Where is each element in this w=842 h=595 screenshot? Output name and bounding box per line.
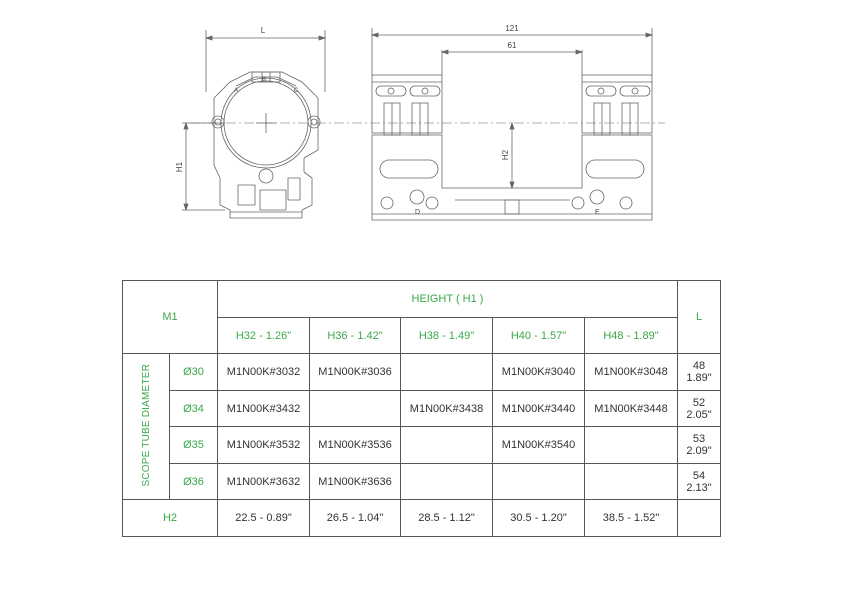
table-row [123, 464, 721, 500]
table-row [123, 391, 721, 427]
code-cell [401, 464, 493, 500]
l-in: 1.89" [686, 372, 712, 384]
code-cell: M1N00K#3440 [493, 391, 585, 427]
mark-a: A [234, 88, 239, 94]
l-mm: 53 [692, 433, 706, 445]
h2-value: 26.5 - 1.04" [310, 500, 401, 537]
h2-l-empty [678, 500, 721, 537]
side-label-cell [123, 354, 170, 500]
code-cell: M1N00K#3536 [310, 427, 401, 464]
diameter-cell: Ø30 [170, 354, 218, 391]
dim-l-label: L [260, 26, 266, 35]
diameter-cell: Ø36 [170, 464, 218, 500]
code-cell: M1N00K#3032 [218, 354, 310, 391]
h2-value: 22.5 - 0.89" [218, 500, 310, 537]
model-label: M1 [123, 281, 218, 354]
mark-b: B [262, 77, 267, 83]
code-cell [493, 464, 585, 500]
h2-label: H2 [123, 500, 218, 537]
height-col-h38: H38 - 1.49" [401, 318, 493, 354]
height-col-h36: H36 - 1.42" [310, 318, 401, 354]
h2-value: 38.5 - 1.52" [585, 500, 678, 537]
h2-row [123, 500, 721, 537]
l-header: L [678, 281, 721, 354]
l-value-cell [678, 391, 721, 427]
code-cell: M1N00K#3048 [585, 354, 678, 391]
l-value-cell [678, 354, 721, 391]
spec-table [122, 280, 721, 537]
code-cell [585, 464, 678, 500]
l-value-cell [678, 464, 721, 500]
l-mm: 52 [692, 396, 706, 409]
table-row [123, 427, 721, 464]
l-value-cell [678, 427, 721, 464]
height-col-h48: H48 - 1.89" [585, 318, 678, 354]
code-cell: M1N00K#3540 [493, 427, 585, 464]
code-cell [585, 427, 678, 464]
height-col-h32: H32 - 1.26" [218, 318, 310, 354]
code-cell: M1N00K#3636 [310, 464, 401, 500]
dim-61-label: 61 [507, 41, 517, 50]
code-cell: M1N00K#3632 [218, 464, 310, 500]
diameter-cell: Ø35 [170, 427, 218, 464]
code-cell [401, 427, 493, 464]
code-cell: M1N00K#3532 [218, 427, 310, 464]
side-label: SCOPE TUBE DIAMETER [140, 363, 152, 487]
dim-h2-label: H2 [501, 149, 510, 161]
code-cell: M1N00K#3040 [493, 354, 585, 391]
code-cell [310, 391, 401, 427]
code-cell [401, 354, 493, 391]
l-in: 2.13" [686, 481, 712, 494]
l-in: 2.09" [686, 445, 712, 457]
l-mm: 48 [692, 360, 706, 372]
mark-e: E [595, 209, 600, 216]
code-cell: M1N00K#3432 [218, 391, 310, 427]
mark-c: C [294, 88, 299, 94]
table-row [123, 354, 721, 391]
l-mm: 54 [692, 469, 706, 482]
mark-d: D [415, 209, 421, 216]
dim-121-label: 121 [505, 24, 519, 33]
dim-h1-label: H1 [175, 161, 184, 173]
code-cell: M1N00K#3448 [585, 391, 678, 427]
h2-value: 28.5 - 1.12" [401, 500, 493, 537]
height-col-h40: H40 - 1.57" [493, 318, 585, 354]
code-cell: M1N00K#3036 [310, 354, 401, 391]
l-in: 2.05" [686, 408, 712, 421]
diameter-cell: Ø34 [170, 391, 218, 427]
h2-value: 30.5 - 1.20" [493, 500, 585, 537]
technical-drawing [0, 0, 842, 260]
code-cell: M1N00K#3438 [401, 391, 493, 427]
height-header: HEIGHT ( H1 ) [218, 281, 678, 318]
